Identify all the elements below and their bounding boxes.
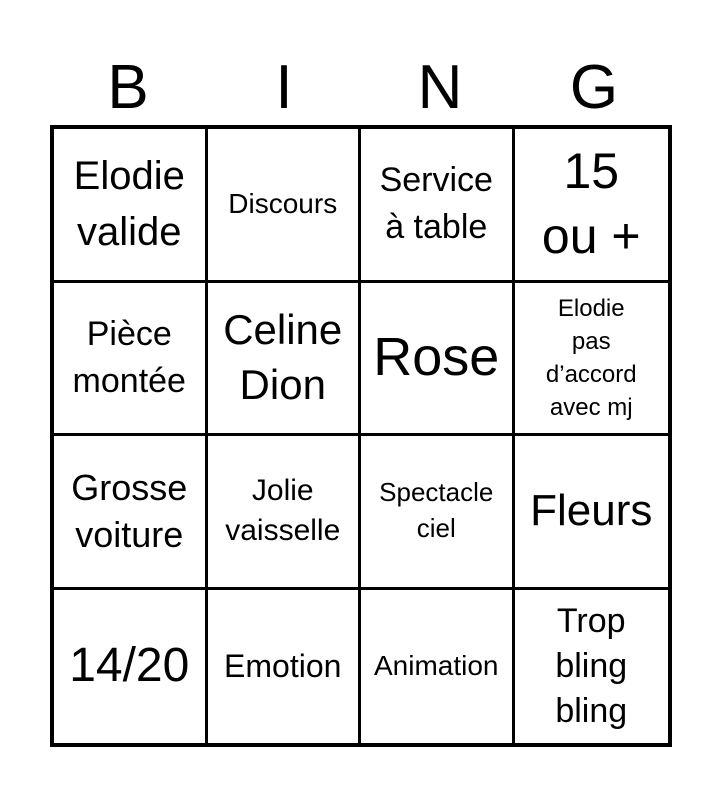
bingo-cell-label: Celine Dion xyxy=(223,306,343,408)
bingo-cell[interactable] xyxy=(54,283,208,437)
bingo-cell[interactable] xyxy=(54,436,208,590)
bingo-cell[interactable] xyxy=(361,436,515,590)
bingo-cell[interactable] xyxy=(361,590,515,744)
bingo-cell[interactable] xyxy=(361,283,515,437)
bingo-cell-label: Emotion xyxy=(224,647,342,684)
bingo-cell-label: Jolie vaisselle xyxy=(225,473,341,548)
bingo-cell-label: Elodie valide xyxy=(73,154,185,255)
bingo-cell[interactable] xyxy=(54,129,208,283)
bingo-cell[interactable] xyxy=(54,590,208,744)
bingo-cell[interactable] xyxy=(361,129,515,283)
bingo-cell[interactable] xyxy=(515,129,669,283)
bingo-cell-label: Grosse voiture xyxy=(71,466,188,556)
bingo-cell-label: Fleurs xyxy=(530,486,653,536)
bingo-cell-label: Service à table xyxy=(379,161,493,247)
bingo-cell[interactable] xyxy=(208,436,362,590)
bingo-cell-label: 15 ou + xyxy=(541,143,641,265)
bingo-cell[interactable] xyxy=(515,436,669,590)
bingo-cell-label: Spectacle ciel xyxy=(379,477,494,544)
header-letter-b: B xyxy=(107,53,149,122)
bingo-header xyxy=(50,52,672,124)
header-letter-g: G xyxy=(569,53,619,122)
bingo-cell-label: Trop bling bling xyxy=(555,601,628,730)
header-letter-i: I xyxy=(275,53,293,122)
bingo-cell-label: Rose xyxy=(373,327,500,388)
bingo-cell-label: Elodie pas d’accord avec mj xyxy=(545,294,637,421)
bingo-cell[interactable] xyxy=(208,129,362,283)
bingo-cell[interactable] xyxy=(208,590,362,744)
bingo-cell-label: Animation xyxy=(373,649,499,681)
bingo-cell[interactable] xyxy=(515,590,669,744)
bingo-cell-label: Discours xyxy=(228,188,338,220)
bingo-cell[interactable] xyxy=(515,283,669,437)
bingo-card-grid xyxy=(50,125,672,747)
header-letter-n: N xyxy=(417,53,463,122)
bingo-cell[interactable] xyxy=(208,283,362,437)
bingo-cell-label: 14/20 xyxy=(69,638,190,692)
bingo-cell-label: Pièce montée xyxy=(72,314,186,400)
